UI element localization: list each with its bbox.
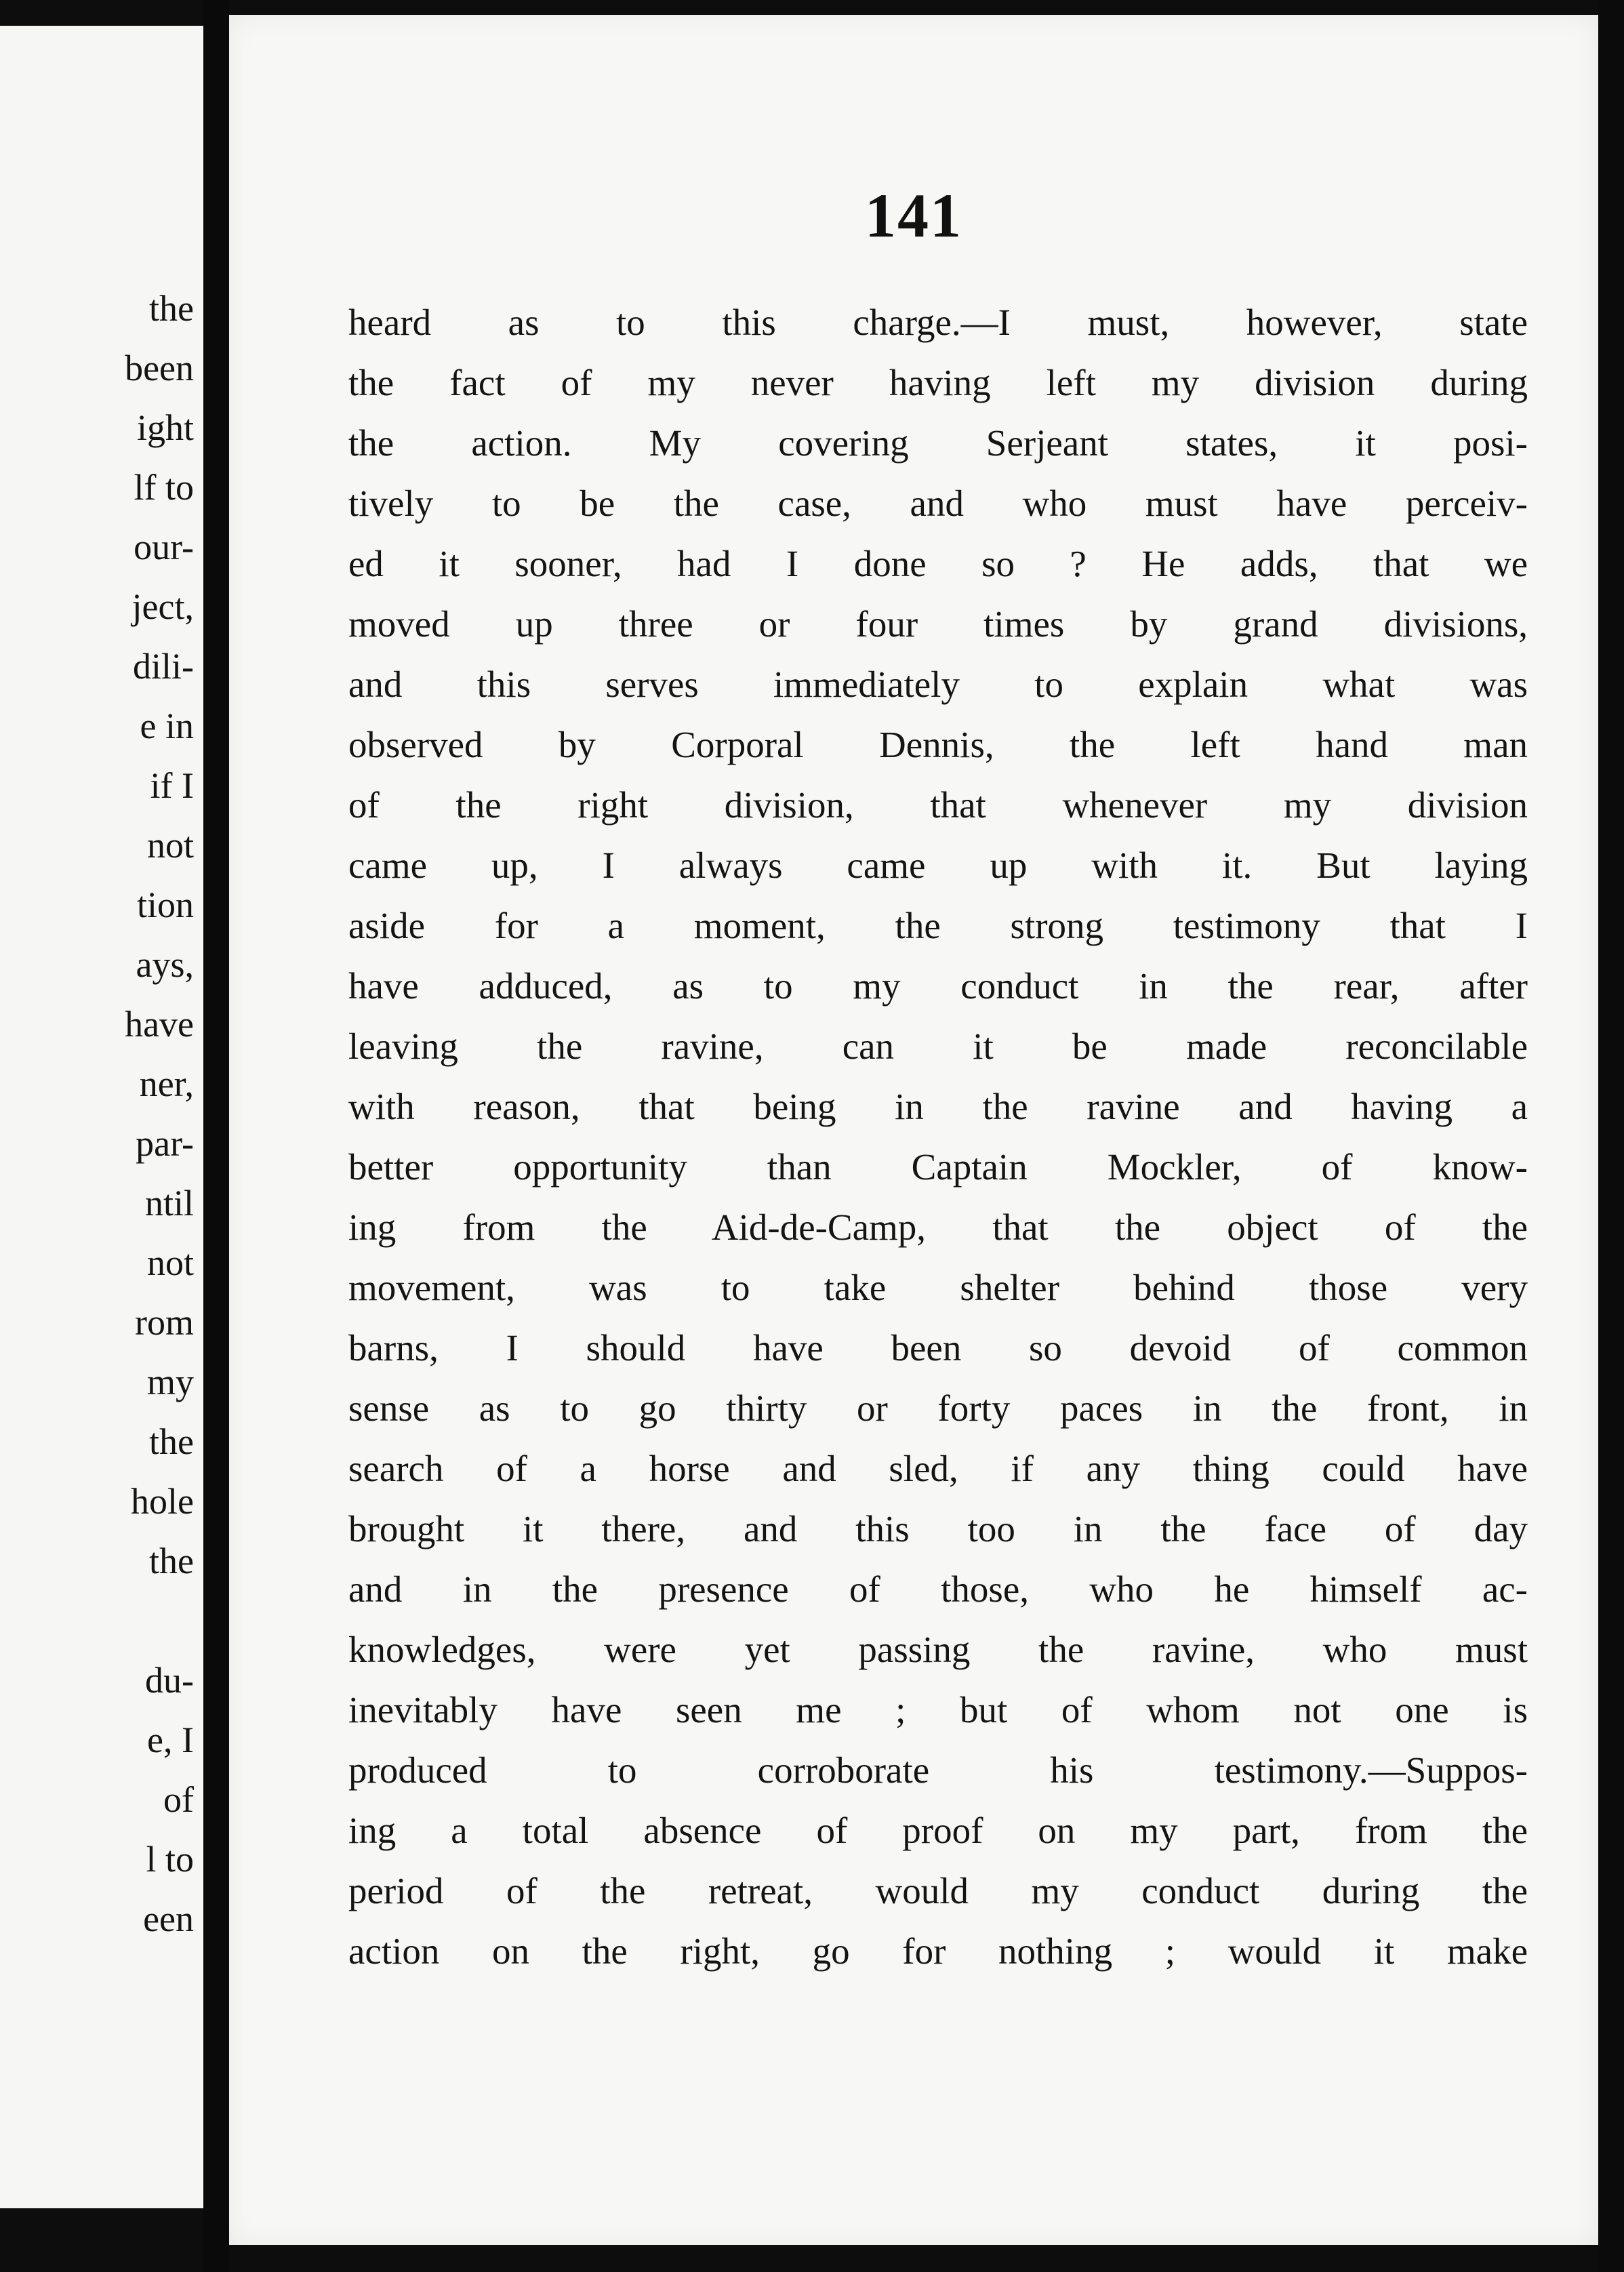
text-line: heard as to this charge.—I must, however, state — [348, 302, 1528, 343]
facing-line: not — [146, 1242, 194, 1283]
text-line: ing from the Aid-de-Camp, that the object of the — [348, 1206, 1528, 1248]
text-line: ed it sooner, had I done so ? He adds, that we — [348, 543, 1528, 584]
facing-line: the — [149, 1541, 194, 1581]
facing-line: du- — [145, 1660, 194, 1701]
facing-line: ject, — [131, 586, 194, 627]
text-line: action on the right, go for nothing ; would it make — [348, 1930, 1528, 1972]
facing-line: ight — [136, 407, 194, 448]
text-line: ing a total absence of proof on my part, from the — [348, 1810, 1528, 1851]
text-line: search of a horse and sled, if any thing could have — [348, 1448, 1528, 1489]
facing-line: een — [143, 1899, 194, 1939]
text-line: better opportunity than Captain Mockler, of know- — [348, 1146, 1528, 1188]
facing-line: been — [125, 348, 194, 388]
text-line: inevitably have seen me ; but of whom not one is — [348, 1689, 1528, 1730]
text-line: movement, was to take shelter behind those very — [348, 1267, 1528, 1308]
facing-line: l to — [146, 1839, 194, 1880]
page-number: 141 — [865, 181, 962, 250]
text-line: brought it there, and this too in the face of day — [348, 1508, 1528, 1549]
facing-line: e, I — [147, 1720, 194, 1760]
facing-line: the — [149, 1421, 194, 1462]
facing-page — [0, 26, 203, 2208]
text-line: have adduced, as to my conduct in the rear, after — [348, 965, 1528, 1007]
facing-line: par- — [136, 1123, 194, 1164]
facing-line: if I — [150, 765, 194, 806]
text-line: barns, I should have been so devoid of common — [348, 1327, 1528, 1368]
text-line: with reason, that being in the ravine and having a — [348, 1086, 1528, 1127]
text-line: period of the retreat, would my conduct during the — [348, 1870, 1528, 1911]
text-line: leaving the ravine, can it be made reconcilable — [348, 1026, 1528, 1067]
facing-line: ner, — [139, 1063, 194, 1104]
facing-line: hole — [131, 1481, 194, 1522]
book-page — [229, 15, 1598, 2245]
facing-line: our- — [134, 527, 194, 567]
text-line: and in the presence of those, who he himself ac- — [348, 1568, 1528, 1610]
facing-line: tion — [136, 885, 194, 925]
facing-line: have — [125, 1004, 194, 1044]
text-line: tively to be the case, and who must have perceiv- — [348, 483, 1528, 524]
book-gutter — [203, 0, 229, 2272]
text-line: came up, I always came up with it. But laying — [348, 845, 1528, 886]
facing-line: ntil — [144, 1183, 194, 1223]
page-edge — [1598, 0, 1624, 2272]
facing-line: of — [163, 1779, 194, 1820]
facing-line: dili- — [133, 646, 194, 687]
text-line: aside for a moment, the strong testimony that I — [348, 905, 1528, 946]
facing-line: not — [146, 825, 194, 866]
text-line: produced to corroborate his testimony.—Suppos- — [348, 1749, 1528, 1791]
text-line: of the right division, that whenever my division — [348, 784, 1528, 826]
text-line: and this serves immediately to explain what was — [348, 664, 1528, 705]
text-line: moved up three or four times by grand divisions, — [348, 603, 1528, 645]
facing-line: my — [146, 1362, 194, 1402]
facing-line: lf to — [134, 467, 194, 508]
facing-line: ays, — [136, 944, 194, 985]
text-line: the fact of my never having left my division during — [348, 362, 1528, 403]
text-line: the action. My covering Serjeant states, it posi- — [348, 422, 1528, 464]
text-line: sense as to go thirty or forty paces in the front, in — [348, 1387, 1528, 1429]
facing-line: the — [149, 288, 194, 329]
facing-line: rom — [135, 1302, 194, 1343]
facing-line: e in — [140, 706, 194, 746]
text-line: observed by Corporal Dennis, the left hand man — [348, 724, 1528, 765]
text-line: knowledges, were yet passing the ravine, who must — [348, 1629, 1528, 1670]
